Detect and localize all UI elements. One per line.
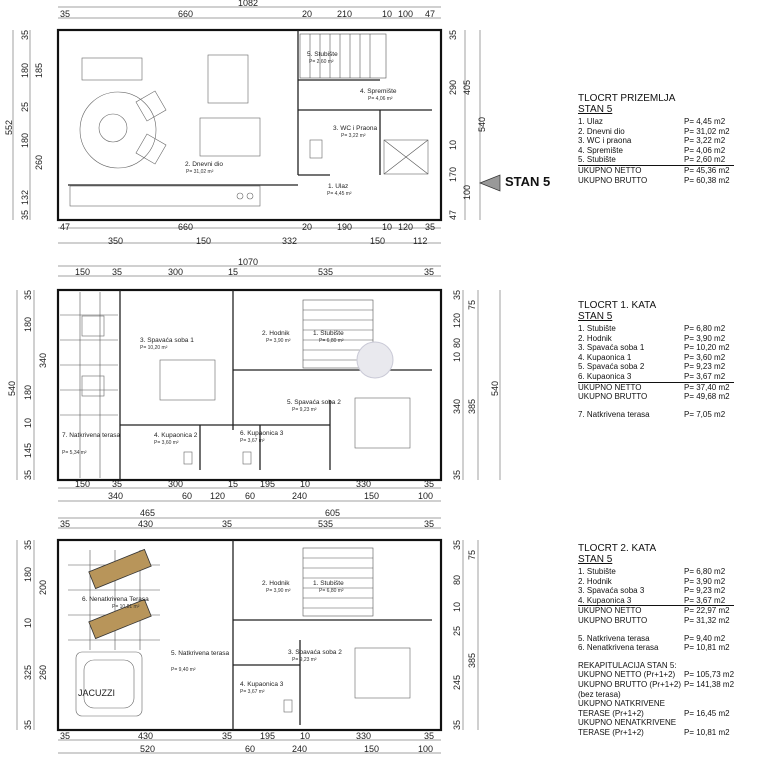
ground-floor-plan xyxy=(4,0,500,246)
legend-title: TLOCRT 2. KATA xyxy=(578,543,657,554)
dim-right: 75 xyxy=(467,549,477,560)
dim-right: 75 xyxy=(467,299,477,310)
toilet xyxy=(284,700,292,712)
room-area: P= 3,90 m² xyxy=(266,588,291,594)
recap-title: REKAPITULACIJA STAN 5: xyxy=(578,660,677,670)
dim-bottom2: 100 xyxy=(418,491,434,501)
armchair xyxy=(82,376,104,396)
room-label: 1. Stubište xyxy=(313,330,344,337)
dim-bottom: 330 xyxy=(356,731,372,741)
dim-right-total: 540 xyxy=(477,116,487,132)
dim-bottom2: 240 xyxy=(292,744,308,754)
dim-top: 15 xyxy=(228,267,239,277)
legend-row: 5. Stubište P= 2,60 m2 xyxy=(578,155,734,166)
dim-top: 35 xyxy=(424,267,435,277)
dim-left: 260 xyxy=(38,664,48,680)
dim-right: 35 xyxy=(452,289,462,300)
dim-right: 10 xyxy=(452,601,462,612)
dim-bottom2: 350 xyxy=(108,236,124,246)
sun-lounger xyxy=(89,549,151,588)
second-floor-plan xyxy=(17,508,478,754)
dim-right: 80 xyxy=(452,574,462,585)
legend-ground-floor xyxy=(578,93,734,185)
dim-right: 405 xyxy=(462,79,472,95)
dim-right: 35 xyxy=(452,719,462,730)
dim-bottom2: 150 xyxy=(364,491,380,501)
toilet xyxy=(243,452,251,464)
dim-top: 35 xyxy=(222,519,233,529)
dim-bottom: 660 xyxy=(178,222,194,232)
room-label: 5. Stubište xyxy=(307,51,338,58)
dim-bottom: 150 xyxy=(75,479,91,489)
room-area: P= 9,40 m² xyxy=(171,667,196,673)
kitchen-island xyxy=(200,118,260,156)
legend-subtitle: STAN 5 xyxy=(578,104,613,115)
dim-bottom2: 112 xyxy=(413,236,428,246)
dim-right: 120 xyxy=(452,312,462,328)
dim-bottom2: 332 xyxy=(282,236,298,246)
room-area: P= 4,06 m² xyxy=(368,96,393,102)
armchair xyxy=(136,91,166,121)
dim-bottom: 190 xyxy=(337,222,353,232)
dim-bottom2: 240 xyxy=(292,491,308,501)
room-area: P= 2,60 m² xyxy=(309,59,334,65)
dim-left: 35 xyxy=(23,289,33,300)
room-area: P= 4,45 m² xyxy=(327,191,352,197)
toilet xyxy=(184,452,192,464)
legend-row: 2. Dnevni dio P= 31,02 m2 xyxy=(578,126,730,136)
dim-left: 185 xyxy=(34,62,44,78)
room-label: 3. Spavaća soba 2 xyxy=(288,649,342,656)
legend-row: 4. Kupaonica 1 P= 3,60 m2 xyxy=(578,352,726,362)
dim-left: 180 xyxy=(20,62,30,78)
legend-total-row: UKUPNO BRUTTO P= 49,68 m2 xyxy=(578,392,730,402)
room-label: 6. Nenatkrivena Terasa xyxy=(82,596,149,603)
legend-title: TLOCRT 1. KATA xyxy=(578,300,657,311)
room-area: P= 3,90 m² xyxy=(266,338,291,344)
legend-row: 2. Hodnik P= 3,90 m2 xyxy=(578,576,726,586)
dim-bottom2: 60 xyxy=(245,744,256,754)
room-area: P= 6,80 m² xyxy=(319,588,344,594)
legend-row: 2. Hodnik P= 3,90 m2 xyxy=(578,333,726,343)
dim-top: 660 xyxy=(178,9,194,19)
dim-right: 35 xyxy=(452,539,462,550)
legend-second-floor xyxy=(578,543,734,738)
room-area: P= 10,20 m² xyxy=(140,345,168,351)
legend-row: 1. Stubište P= 6,80 m2 xyxy=(578,567,726,576)
dim-bottom: 10 xyxy=(300,479,311,489)
legend-total-row: UKUPNO NETTO P= 22,97 m2 xyxy=(578,606,730,616)
room-area: P= 3,22 m² xyxy=(341,133,366,139)
sofa xyxy=(82,58,142,80)
dim-top: 150 xyxy=(75,267,91,277)
bed xyxy=(355,398,410,448)
logo-watermark xyxy=(357,342,393,378)
stan-arrow-icon xyxy=(480,175,500,191)
dim-bottom: 20 xyxy=(302,222,313,232)
legend-total-row: UKUPNO BRUTTO P= 60,38 m2 xyxy=(578,175,730,185)
jacuzzi-label: JACUZZI xyxy=(78,688,115,698)
room-label: 4. Kupaonica 2 xyxy=(154,432,198,439)
room-label: 7. Natkrivena terasa xyxy=(62,432,121,439)
jacuzzi xyxy=(76,652,142,716)
dim-left: 260 xyxy=(34,154,44,170)
dim-bottom2: 150 xyxy=(196,236,212,246)
dim-bottom2: 340 xyxy=(108,491,124,501)
dim-left: 35 xyxy=(23,719,33,730)
dim-top: 535 xyxy=(318,519,334,529)
dim-top: 20 xyxy=(302,9,313,19)
legend-total-row: UKUPNO NETTO P= 45,36 m2 xyxy=(578,165,730,175)
dim-top: 35 xyxy=(60,519,71,529)
dim-left: 180 xyxy=(23,566,33,582)
dim-top-total: 1070 xyxy=(238,257,259,267)
dim-bottom: 10 xyxy=(300,731,311,741)
dim-right: 245 xyxy=(452,674,462,690)
room-label: 5. Natkrivena terasa xyxy=(171,650,230,657)
recap-row: TERASE (Pr+1+2) P= 10,81 m2 xyxy=(578,727,730,737)
legend-extra-row: 7. Natkrivena terasa P= 7,05 m2 xyxy=(578,409,726,419)
legend-row: 3. Spavaća soba 1 P= 10,20 m2 xyxy=(578,343,730,353)
room-label: 2. Hodnik xyxy=(262,330,290,337)
room-label: 1. Ulaz xyxy=(328,183,349,190)
dim-bottom2: 120 xyxy=(210,491,226,501)
room-area: P= 9,23 m² xyxy=(292,407,317,413)
room-label: 3. WC i Praona xyxy=(333,125,378,132)
dim-top-a: 605 xyxy=(325,508,341,518)
dim-top: 35 xyxy=(424,519,435,529)
room-area: P= 9,23 m² xyxy=(292,657,317,663)
legend-row: 3. Spavaća soba 3 P= 9,23 m2 xyxy=(578,586,726,596)
dim-bottom2: 520 xyxy=(140,744,156,754)
room-label: 4. Spremište xyxy=(360,88,397,95)
legend-subtitle: STAN 5 xyxy=(578,554,613,565)
room-label: 2. Dnevni dio xyxy=(185,161,223,168)
coffee-table xyxy=(99,114,127,142)
kitchen-counter xyxy=(70,186,260,206)
legend-total-row: UKUPNO NETTO P= 37,40 m2 xyxy=(578,382,730,392)
dim-left: 10 xyxy=(23,417,33,428)
dim-bottom: 10 xyxy=(382,222,393,232)
dim-top: 10 xyxy=(382,9,393,19)
recap-row: UKUPNO NATKRIVENE xyxy=(578,699,665,709)
dim-right: 170 xyxy=(448,166,458,182)
dim-bottom: 47 xyxy=(60,222,71,232)
dim-top: 35 xyxy=(60,9,71,19)
legend-total-row: UKUPNO BRUTTO P= 31,32 m2 xyxy=(578,615,730,625)
round-rug xyxy=(80,92,156,168)
room-label: 4. Kupaonica 3 xyxy=(240,681,284,688)
dim-right: 290 xyxy=(448,79,458,95)
room-area: P= 31,02 m² xyxy=(186,169,214,175)
recap-row: UKUPNO NENATKRIVENE xyxy=(578,718,677,728)
room-area: P= 3,67 m² xyxy=(240,438,265,444)
toilet xyxy=(310,140,322,158)
dim-left: 10 xyxy=(23,617,33,628)
room-area: P= 5,34 m² xyxy=(62,450,87,456)
dim-top: 300 xyxy=(168,267,184,277)
dim-bottom: 35 xyxy=(222,731,233,741)
dim-left: 180 xyxy=(20,132,30,148)
dim-top: 47 xyxy=(425,9,436,19)
dim-left: 180 xyxy=(23,384,33,400)
legend-row: 6. Kupaonica 3 P= 3,67 m2 xyxy=(578,372,734,383)
dim-left: 180 xyxy=(23,316,33,332)
dim-left: 340 xyxy=(38,352,48,368)
recap-row: UKUPNO NETTO (Pr+1+2) P= 105,73 m2 xyxy=(578,670,735,680)
dim-left-total: 540 xyxy=(7,380,17,396)
bed xyxy=(160,360,215,400)
legend-subtitle: STAN 5 xyxy=(578,311,613,322)
dim-top-total: 1082 xyxy=(238,0,259,8)
room-label: 6. Kupaonica 3 xyxy=(240,430,284,437)
dim-right: 80 xyxy=(452,337,462,348)
legend-first-floor xyxy=(578,300,734,419)
dim-right: 35 xyxy=(448,29,458,40)
first-floor-plan xyxy=(7,257,500,501)
dim-bottom: 430 xyxy=(138,731,154,741)
room-area: P= 10,81 m² xyxy=(112,604,140,610)
armchair xyxy=(82,316,104,336)
dim-top: 430 xyxy=(138,519,154,529)
dim-right: 47 xyxy=(448,209,458,220)
room-label: 3. Spavaća soba 1 xyxy=(140,337,194,344)
dim-bottom: 35 xyxy=(60,731,71,741)
recap-row: TERASE (Pr+1+2) P= 16,45 m2 xyxy=(578,708,730,718)
room-label: 5. Spavaća soba 2 xyxy=(287,399,341,406)
dim-right: 385 xyxy=(467,398,477,414)
dim-left: 145 xyxy=(23,442,33,458)
dining-table xyxy=(208,55,248,103)
room-label: 1. Stubište xyxy=(313,580,344,587)
dim-right: 10 xyxy=(452,351,462,362)
dim-bottom: 35 xyxy=(424,479,435,489)
legend-row: 1. Ulaz P= 4,45 m2 xyxy=(578,117,726,126)
dim-left: 35 xyxy=(20,209,30,220)
dim-bottom: 195 xyxy=(260,731,276,741)
dim-bottom: 35 xyxy=(425,222,436,232)
dim-right: 100 xyxy=(462,184,472,200)
dim-left-total: 552 xyxy=(4,119,14,135)
legend-row: 4. Kupaonica 3 P= 3,67 m2 xyxy=(578,596,734,607)
dim-bottom: 15 xyxy=(228,479,239,489)
dim-top: 100 xyxy=(398,9,414,19)
legend-title: TLOCRT PRIZEMLJA xyxy=(578,93,676,104)
dim-left: 35 xyxy=(23,539,33,550)
legend-row: 3. WC i praona P= 3,22 m2 xyxy=(578,136,726,146)
dim-bottom2: 60 xyxy=(182,491,193,501)
dim-right: 340 xyxy=(452,398,462,414)
dim-bottom: 120 xyxy=(398,222,414,232)
dim-top: 35 xyxy=(112,267,123,277)
recap-row: (bez terasa) xyxy=(578,689,621,699)
room-area: P= 3,60 m² xyxy=(154,440,179,446)
dim-bottom2: 100 xyxy=(418,744,434,754)
dim-left: 325 xyxy=(23,664,33,680)
dim-top: 210 xyxy=(337,9,353,19)
stan-label: STAN 5 xyxy=(505,174,551,189)
legend-extra-row: 5. Natkrivena terasa P= 9,40 m2 xyxy=(578,633,726,643)
room-area: P= 3,67 m² xyxy=(240,689,265,695)
dim-right: 385 xyxy=(467,652,477,668)
dim-right: 35 xyxy=(452,469,462,480)
dim-right: 25 xyxy=(452,625,462,636)
legend-row: 5. Spavaća soba 2 P= 9,23 m2 xyxy=(578,362,726,372)
dim-top-a: 465 xyxy=(140,508,156,518)
legend-row: 1. Stubište P= 6,80 m2 xyxy=(578,324,726,333)
bed xyxy=(355,648,410,698)
dim-right-total: 540 xyxy=(490,380,500,396)
dim-left: 25 xyxy=(20,101,30,112)
dim-left: 132 xyxy=(20,189,30,205)
room-area: P= 6,80 m² xyxy=(319,338,344,344)
room-label: 2. Hodnik xyxy=(262,580,290,587)
dim-bottom: 300 xyxy=(168,479,184,489)
legend-row: 4. Spremište P= 4,06 m2 xyxy=(578,145,726,155)
dim-bottom2: 150 xyxy=(370,236,386,246)
dim-bottom2: 60 xyxy=(245,491,256,501)
dim-left: 35 xyxy=(23,469,33,480)
dim-top: 535 xyxy=(318,267,334,277)
dim-bottom: 35 xyxy=(424,731,435,741)
dim-bottom: 35 xyxy=(112,479,123,489)
dim-bottom: 330 xyxy=(356,479,372,489)
legend-extra-row: 6. Nenatkrivena terasa P= 10,81 m2 xyxy=(578,643,730,653)
dim-bottom2: 150 xyxy=(364,744,380,754)
dim-right: 10 xyxy=(448,139,458,150)
dim-bottom: 195 xyxy=(260,479,276,489)
recap-row: UKUPNO BRUTTO (Pr+1+2) P= 141,38 m2 xyxy=(578,679,735,689)
dim-left: 35 xyxy=(20,29,30,40)
dim-left: 200 xyxy=(38,579,48,595)
